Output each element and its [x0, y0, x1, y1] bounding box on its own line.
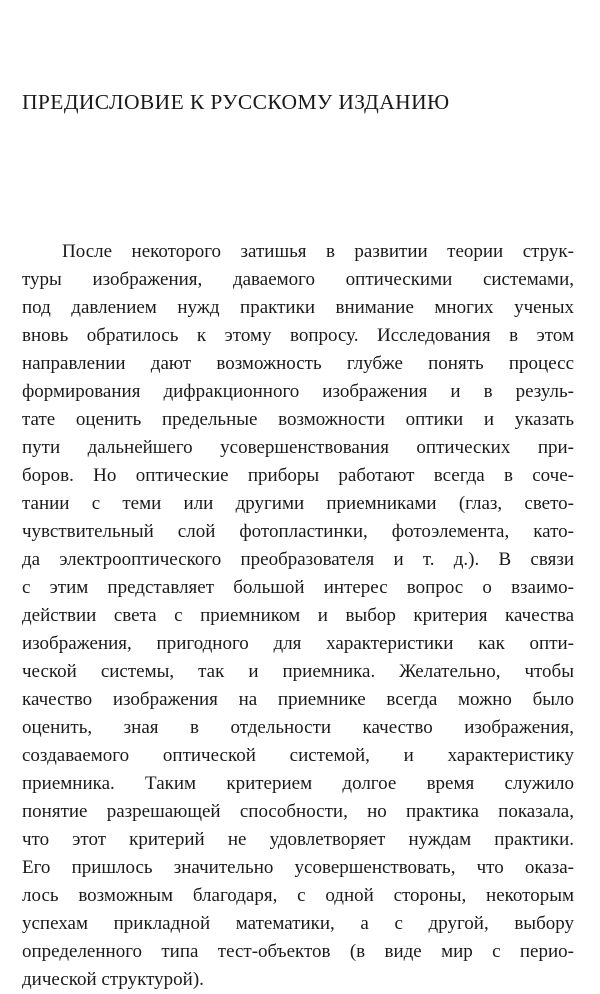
paragraph-line: лось возможным благодаря, с одной стороны, некоторым [22, 885, 574, 906]
paragraph-line: изображения, пригодного для характеристики как опти- [22, 633, 574, 654]
paragraph-line: боров. Но оптические приборы работают всегда в соче- [22, 465, 574, 486]
paragraph-line: направлении дают возможность глубже понять процесс [22, 353, 574, 374]
paragraph-line: оценить, зная в отдельности качество изображения, [22, 717, 574, 738]
paragraph-line: тате оценить предельные возможности оптики и указать [22, 409, 574, 430]
paragraph-line: формирования дифракционного изображения и в резуль- [22, 381, 574, 402]
page-title: ПРЕДИСЛОВИЕ К РУССКОМУ ИЗДАНИЮ [22, 90, 450, 114]
paragraph-line: тании с теми или другими приемниками (глаз, свето- [22, 493, 574, 514]
paragraph-line: успехам прикладной математики, а с другой, выбору [22, 913, 574, 934]
paragraph-line: с этим представляет большой интерес вопрос о взаимо- [22, 577, 574, 598]
paragraph-line: да электрооптического преобразователя и т. д.). В связи [22, 549, 574, 570]
paragraph-line: понятие разрешающей способности, но практика показала, [22, 801, 574, 822]
paragraph-line: вновь обратилось к этому вопросу. Исследования в этом [22, 325, 574, 346]
paragraph-line: Его пришлось значительно усовершенствовать, что оказа- [22, 857, 574, 878]
paragraph-line: пути дальнейшего усовершенствования оптических при- [22, 437, 574, 458]
paragraph-line: качество изображения на приемнике всегда можно было [22, 689, 574, 710]
paragraph-line: под давлением нужд практики внимание многих ученых [22, 297, 574, 318]
paragraph-line: ческой системы, так и приемника. Желательно, чтобы [22, 661, 574, 682]
paragraph-line: дической структурой). [22, 969, 204, 990]
paragraph-line: После некоторого затишья в развитии теории струк- [62, 241, 574, 262]
paragraph-line: действии света с приемником и выбор критерия качества [22, 605, 574, 626]
paragraph-line: что этот критерий не удовлетворяет нуждам практики. [22, 829, 574, 850]
paragraph-line: чувствительный слой фотопластинки, фотоэлемента, като- [22, 521, 574, 542]
paragraph-line: туры изображения, даваемого оптическими системами, [22, 269, 574, 290]
paragraph-line: определенного типа тест-объектов (в виде мир с перио- [22, 941, 574, 962]
paragraph-line: создаваемого оптической системой, и характеристику [22, 745, 574, 766]
paragraph-line: приемника. Таким критерием долгое время служило [22, 773, 574, 794]
preface-paragraph [22, 238, 574, 994]
